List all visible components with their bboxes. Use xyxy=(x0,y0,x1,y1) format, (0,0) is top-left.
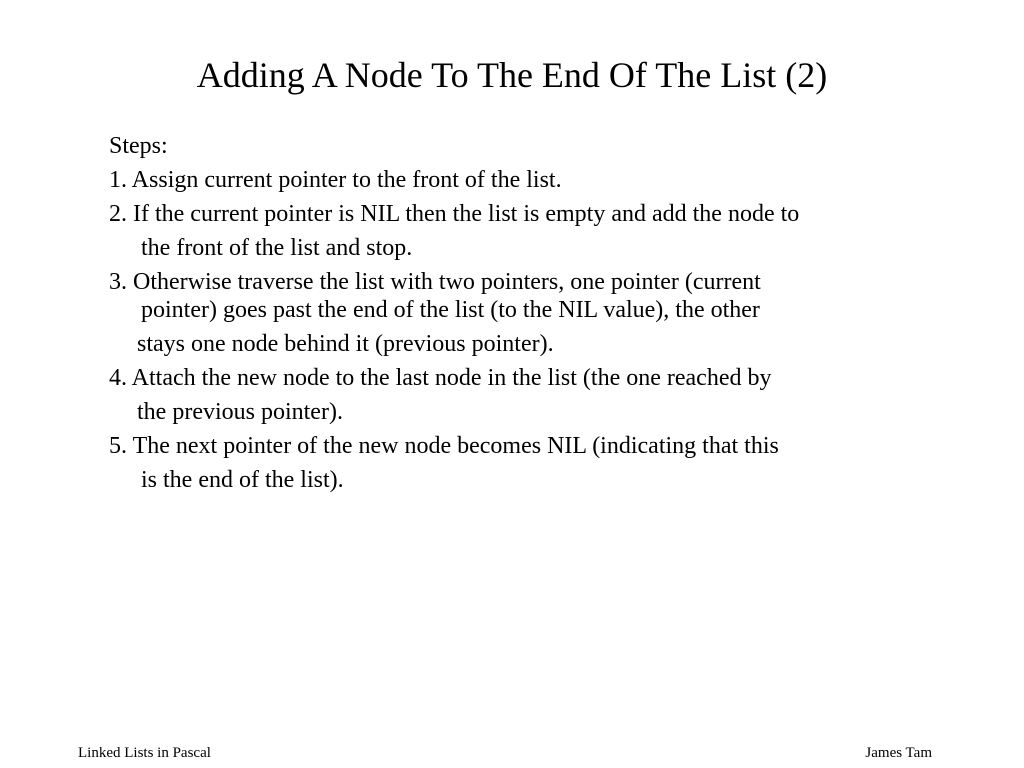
footer-author: James Tam xyxy=(865,745,932,761)
slide-title: Adding A Node To The End Of The List (2) xyxy=(196,55,828,95)
step-5-line-1: 5. The next pointer of the new node becomes NIL (indicating that this xyxy=(109,433,779,459)
step-3-line-2: pointer) goes past the end of the list (to the NIL value), the other xyxy=(141,297,760,323)
step-2-line-2: the front of the list and stop. xyxy=(141,235,413,261)
step-2-line-1: 2. If the current pointer is NIL then the list is empty and add the node to xyxy=(109,201,800,227)
step-4-line-2: the previous pointer). xyxy=(137,399,343,425)
step-3-line-3: stays one node behind it (previous pointer). xyxy=(137,331,554,357)
step-3-line-1: 3. Otherwise traverse the list with two pointers, one pointer (current xyxy=(109,269,761,295)
step-4-line-1: 4. Attach the new node to the last node in the list (the one reached by xyxy=(109,365,772,391)
footer-course-title: Linked Lists in Pascal xyxy=(78,745,211,761)
step-5-line-2: is the end of the list). xyxy=(141,467,344,493)
step-1-line-1: 1. Assign current pointer to the front of the list. xyxy=(109,167,562,193)
steps-heading: Steps: xyxy=(109,133,168,159)
